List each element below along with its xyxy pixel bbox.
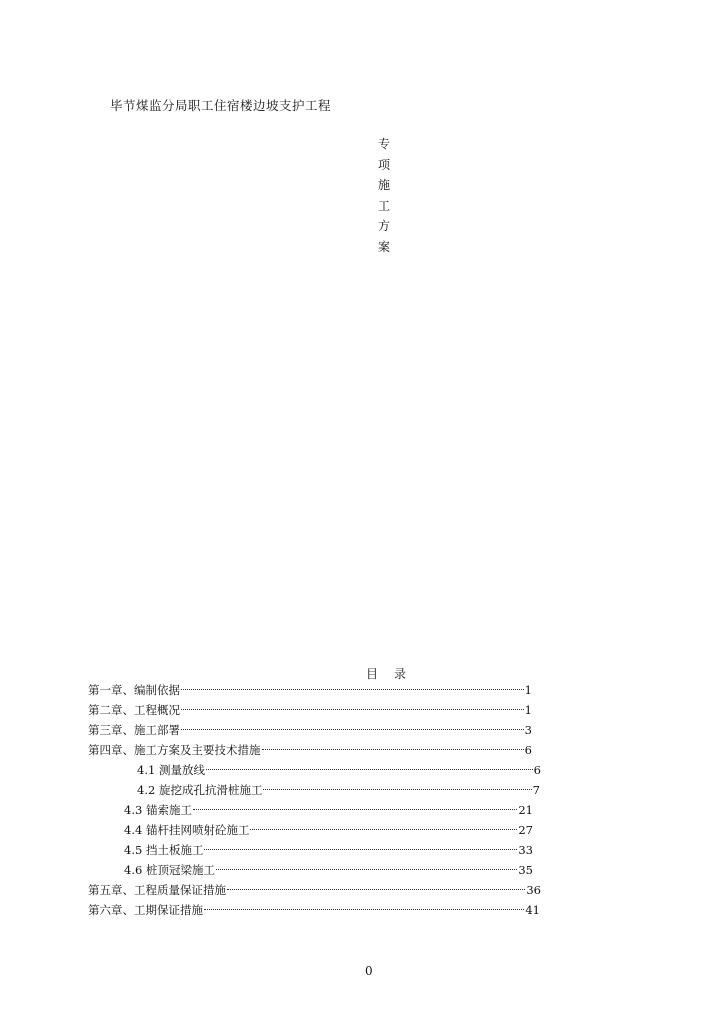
toc-entry-page: 21 [518,803,533,817]
toc-entry-label: 第三章、施工部署 [88,723,180,737]
toc-entry-label: 第六章、工期保证措施 [88,903,203,917]
toc-entry-page: 27 [518,823,533,837]
vertical-title [376,134,392,257]
toc-leader [181,729,524,730]
vertical-title-char: 施 [377,178,390,192]
toc-entry[interactable] [137,761,541,779]
toc-leader [181,689,524,690]
toc-entry[interactable] [124,841,533,859]
toc-leader [262,749,524,750]
toc-entry-label: 4.2 旋挖成孔抗滑桩施工 [137,783,263,797]
toc-leader [263,789,531,790]
toc-entry-page: 33 [518,843,533,857]
toc-entry-page: 36 [526,883,541,897]
toc-entry[interactable] [88,681,532,699]
toc-entry-page: 41 [525,903,540,917]
vertical-title-char: 方 [377,219,390,233]
toc-entry[interactable] [124,861,533,879]
toc-entry-label: 4.4 锚杆挂网喷射砼施工 [124,823,250,837]
toc-leader [204,849,517,850]
toc-leader [181,709,524,710]
toc-entry[interactable] [88,881,541,899]
toc-entry-page: 1 [524,683,532,697]
toc-entry-label: 第一章、编制依据 [88,683,180,697]
vertical-title-char: 案 [377,239,390,254]
toc-entry-page: 6 [524,743,532,757]
toc-entry-page: 35 [518,863,533,877]
toc-entry[interactable] [124,821,533,839]
toc-leader [250,829,517,830]
toc-entry[interactable] [88,741,532,759]
toc-heading [366,665,406,682]
page-number: 0 [365,964,373,978]
toc-entry-label: 第二章、工程概况 [88,703,180,717]
vertical-title-char: 专 [377,137,390,151]
vertical-title-char: 项 [377,157,390,172]
toc-entry[interactable] [88,901,540,919]
toc-entry-label: 4.1 测量放线 [137,763,205,777]
document-header-title: 毕节煤监分局职工住宿楼边坡支护工程 [110,98,332,113]
toc-entry-page: 7 [532,783,540,797]
toc-leader [216,869,517,870]
toc-entry-page: 1 [524,703,532,717]
toc-entry-label: 第五章、工程质量保证措施 [88,883,226,897]
toc-heading-char: 目 [366,667,379,681]
toc-entry[interactable] [88,701,532,719]
toc-leader [193,809,517,810]
toc-leader [206,769,533,770]
toc-entry-page: 3 [524,723,532,737]
toc-leader [227,889,525,890]
toc-entry-label: 第四章、施工方案及主要技术措施 [88,743,261,757]
toc-heading-char: 录 [394,667,407,681]
vertical-title-char: 工 [377,198,390,213]
toc-entry-label: 4.6 桩顶冠梁施工 [124,863,215,877]
toc-entry[interactable] [88,721,532,739]
toc-entry[interactable] [124,801,533,819]
toc-entry-label: 4.3 锚索施工 [124,803,192,817]
toc-entry-label: 4.5 挡土板施工 [124,843,204,857]
toc-entry-page: 6 [533,763,541,777]
toc-leader [204,909,524,910]
toc-entry[interactable] [137,781,540,799]
